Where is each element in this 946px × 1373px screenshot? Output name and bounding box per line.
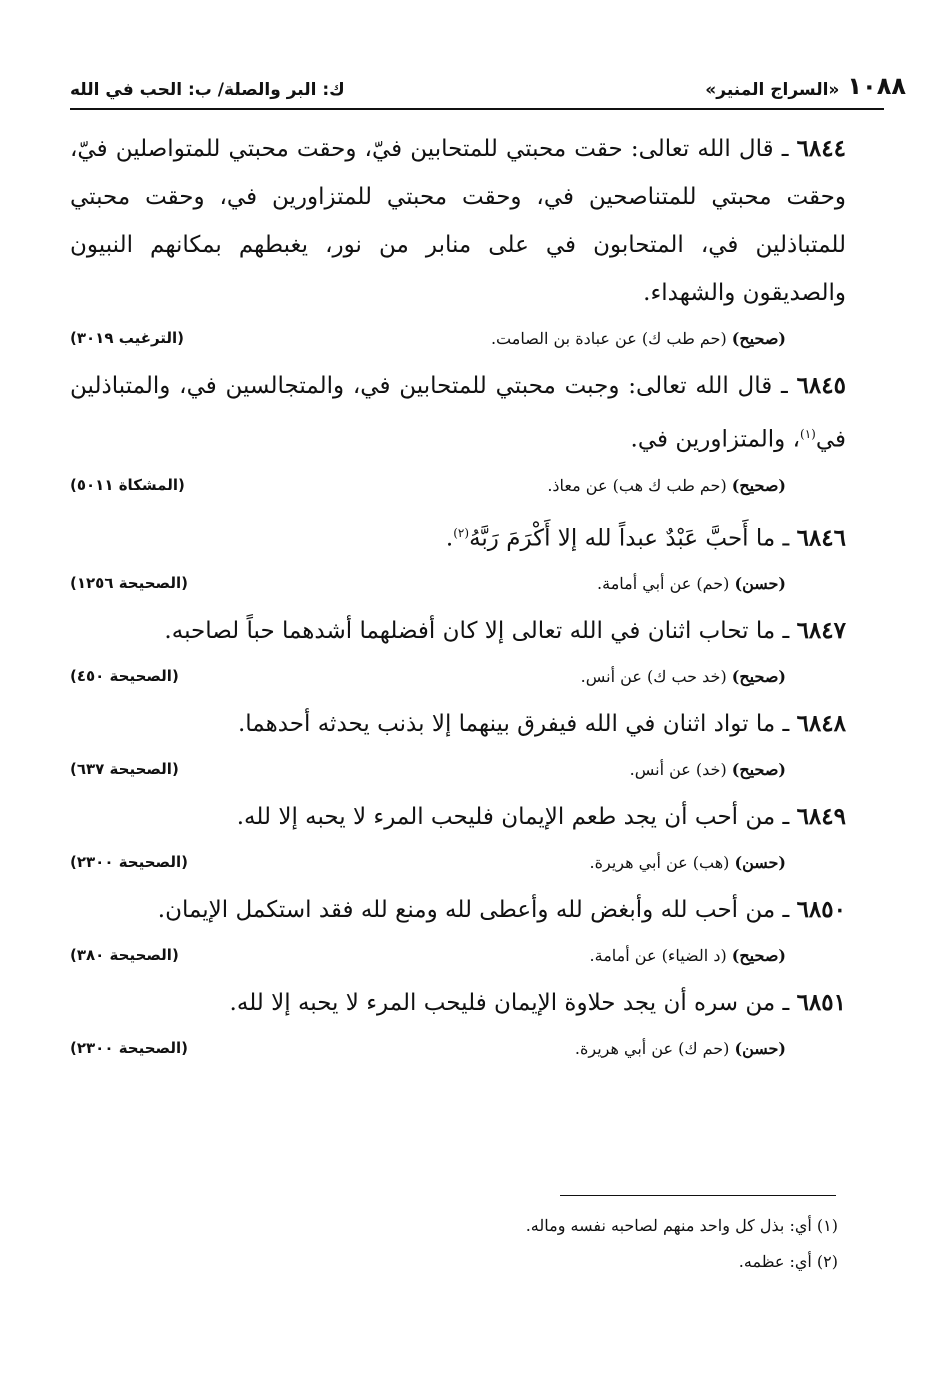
hadith-reference: (الصحيحة ٢٣٠٠) <box>70 1039 188 1058</box>
hadith-reference: (الصحيحة ٦٣٧) <box>70 760 179 779</box>
hadith-narrator: (هب) عن أبي هريرة. <box>589 853 730 873</box>
footnote-item <box>70 1208 838 1244</box>
hadith-entry: ٦٨٤٦ ـ ما أَحبَّ عَبْدٌ عبداً لله إلا أَكْرَمَ رَبَّهُ$^{(٢)}$. <box>445 524 846 552</box>
page-number: ١٠٨٨ <box>847 72 906 100</box>
hadith-source <box>70 667 846 686</box>
hadith-reference: (الصحيحة ٢٣٠٠) <box>70 853 188 872</box>
hadith-text: من أحب أن يجد طعم الإيمان فليحب المرء لا يحبه إلا لله. <box>236 804 776 831</box>
book-title: «السراج المنير» <box>705 80 840 100</box>
hadith-text: ما تحاب اثنان في الله تعالى إلا كان أفضلهما أشدهما حباً لصاحبه. <box>164 618 776 645</box>
hadith-reference: (الصحيحة ٤٥٠) <box>70 667 179 686</box>
hadith-source <box>70 853 846 872</box>
hadith-text-cont: . <box>445 525 454 552</box>
hadith-text: من أحب لله وأبغض لله وأعطى لله ومنع لله فقد استكمل الإيمان. <box>157 897 776 924</box>
hadith-grade: (حسن) <box>734 1039 786 1059</box>
hadith-text: قال الله تعالى: حقت محبتي للمتحابين فيّ، وحقت محبتي للمتواصلين فيّ، وحقت محبتي للمتناصحين في، وحقت محبتي للمتزاورين في، وحقت محبتي للمتباذلين في، المتحابون في على منابر من نور، يغبطهم بمكانهم النبيون والصديقون والشهداء. <box>70 136 846 306</box>
hadith-entry: ٦٨٤٤ ـ قال الله تعالى: حقت محبتي للمتحابين فيّ، وحقت محبتي للمتواصلين فيّ، وحقت محبتي للمتناصحين في، وحقت محبتي للمتزاورين في، وحقت محبتي للمتباذلين في، المتحابون في على منابر من نور، يغبطهم بمكانهم النبيون والصديقون والشهداء. <box>70 135 846 306</box>
hadith-narrator: (خد) عن أنس. <box>629 760 727 780</box>
footnote-mark[interactable]: (٢) <box>453 525 470 540</box>
hadith-grade: (صحيح) <box>731 946 786 966</box>
hadith-entry: ٦٨٤٥ ـ قال الله تعالى: وجبت محبتي للمتحابين في، والمتجالسين في، والمتباذلين في$^{(١)}$، والمتزاورين في. <box>70 372 846 453</box>
hadith-text-cont: ، والمتزاورين في. <box>630 426 800 453</box>
hadith-number: ٦٨٤٤ <box>796 135 846 162</box>
hadith-reference: (الترغيب ٣٠١٩) <box>70 329 185 347</box>
hadith-grade: (صحيح) <box>731 667 786 687</box>
hadith-entry: ٦٨٥١ ـ من سره أن يجد حلاوة الإيمان فليحب المرء لا يحبه إلا لله. <box>229 989 846 1017</box>
hadith-reference: (المشكاة ٥٠١١) <box>70 475 185 494</box>
hadith-reference: (الصحيحة ١٢٥٦) <box>70 574 188 593</box>
hadith-source <box>70 574 846 593</box>
hadith-text: ما تواد اثنان في الله فيفرق بينهما إلا بذنب يحدثه أحدهما. <box>237 711 776 738</box>
hadith-narrator: (خد حب ك) عن أنس. <box>580 667 727 687</box>
hadith-text: قال الله تعالى: وجبت محبتي للمتحابين في، والمتجالسين في، والمتباذلين في <box>70 373 846 453</box>
hadith-number: ٦٨٤٨ <box>796 710 846 738</box>
hadith-reference: (الصحيحة ٣٨٠) <box>70 946 179 965</box>
hadith-source <box>70 1039 846 1058</box>
chapter-title: ك: البر والصلة/ ب: الحب في الله <box>70 80 345 100</box>
hadith-number: ٦٨٥١ <box>796 989 846 1017</box>
hadith-grade: (صحيح) <box>731 475 786 495</box>
hadith-grade: (صحيح) <box>731 760 786 780</box>
hadith-narrator: (حم طب ك هب) عن معاذ. <box>547 475 727 495</box>
hadith-text: ما أَحبَّ عَبْدٌ عبداً لله إلا أَكْرَمَ رَبَّهُ <box>469 525 776 552</box>
footnote-mark[interactable]: (١) <box>800 427 816 441</box>
hadith-list <box>70 125 846 1072</box>
hadith-text: من سره أن يجد حلاوة الإيمان فليحب المرء لا يحبه إلا لله. <box>229 990 776 1017</box>
hadith-number: ٦٨٤٦ <box>796 524 846 552</box>
hadith-number: ٦٨٤٥ <box>796 372 846 399</box>
hadith-number: ٦٨٤٧ <box>796 617 846 645</box>
page-header <box>70 64 906 100</box>
hadith-narrator: (حم طب ك) عن عبادة بن الصامت. <box>490 329 727 348</box>
hadith-grade: (حسن) <box>734 574 786 594</box>
hadith-source <box>70 476 846 495</box>
hadith-source <box>70 760 846 779</box>
header-divider <box>70 108 884 110</box>
hadith-entry: ٦٨٤٩ ـ من أحب أن يجد طعم الإيمان فليحب المرء لا يحبه إلا لله. <box>236 803 846 831</box>
footnote-number: (٢) <box>816 1252 838 1271</box>
hadith-narrator: (حم ك) عن أبي هريرة. <box>574 1039 730 1059</box>
footnote-item <box>70 1244 838 1280</box>
hadith-grade: (صحيح) <box>731 329 786 348</box>
footnote-text: أي: عظمه. <box>738 1252 812 1271</box>
footnotes <box>70 1208 838 1280</box>
hadith-narrator: (حم) عن أبي أمامة. <box>597 574 730 594</box>
hadith-entry: ٦٨٤٨ ـ ما تواد اثنان في الله فيفرق بينهما إلا بذنب يحدثه أحدهما. <box>237 710 846 738</box>
footnote-number: (١) <box>816 1216 838 1235</box>
hadith-number: ٦٨٥٠ <box>796 896 846 924</box>
hadith-entry: ٦٨٤٧ ـ ما تحاب اثنان في الله تعالى إلا كان أفضلهما أشدهما حباً لصاحبه. <box>164 617 846 645</box>
hadith-source <box>70 329 846 348</box>
hadith-source <box>70 946 846 965</box>
hadith-entry: ٦٨٥٠ ـ من أحب لله وأبغض لله وأعطى لله ومنع لله فقد استكمل الإيمان. <box>157 896 846 924</box>
footnote-text: أي: بذل كل واحد منهم لصاحبه نفسه وماله. <box>525 1216 812 1235</box>
footnote-divider <box>560 1195 836 1196</box>
hadith-number: ٦٨٤٩ <box>796 803 846 831</box>
hadith-grade: (حسن) <box>734 853 786 873</box>
running-head-right <box>705 72 906 100</box>
hadith-narrator: (د الضياء) عن أمامة. <box>589 946 727 966</box>
